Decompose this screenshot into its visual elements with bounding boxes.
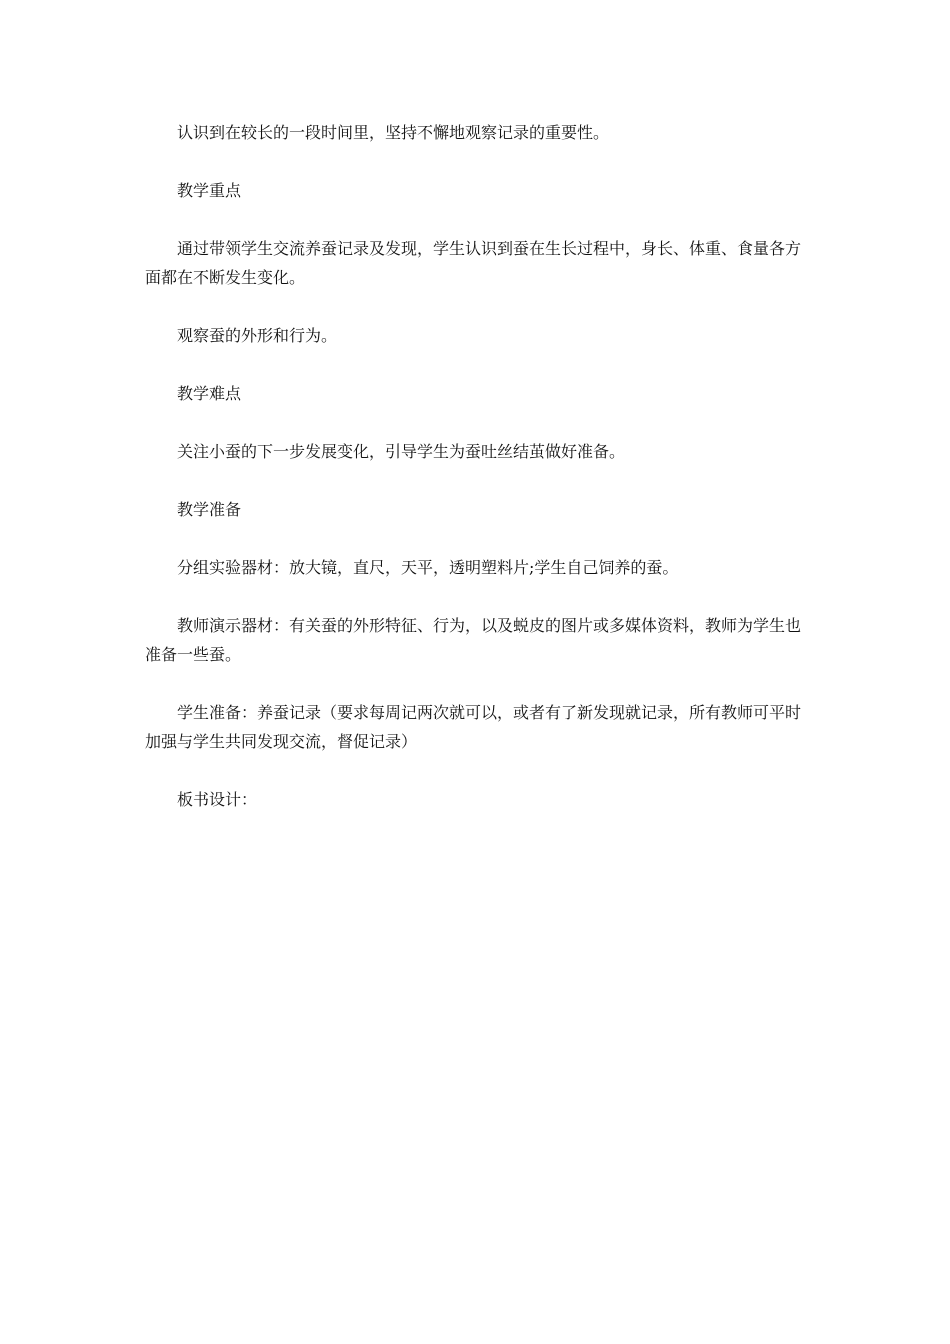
paragraph-teacher-equipment: 教师演示器材：有关蚕的外形特征、行为，以及蜕皮的图片或多媒体资料，教师为学生也准备一些蚕。 [145,616,802,664]
paragraph-importance-of-observation: 认识到在较长的一段时间里，坚持不懈地观察记录的重要性。 [177,123,610,142]
document-body [145,118,805,843]
heading-teaching-preparation: 教学准备 [177,500,242,519]
paragraph-focus-observe-appearance: 观察蚕的外形和行为。 [177,326,338,345]
paragraph-focus-growth-changes: 通过带领学生交流养蚕记录及发现，学生认识到蚕在生长过程中，身长、体重、食量各方面都在不断发生变化。 [145,239,802,287]
heading-teaching-difficulty: 教学难点 [177,384,242,403]
paragraph-difficulty-next-stage: 关注小蚕的下一步发展变化，引导学生为蚕吐丝结茧做好准备。 [177,442,626,461]
paragraph-group-equipment: 分组实验器材：放大镜，直尺，天平，透明塑料片;学生自己饲养的蚕。 [177,558,679,577]
paragraph-student-preparation: 学生准备：养蚕记录（要求每周记两次就可以，或者有了新发现就记录，所有教师可平时加强与学生共同发现交流，督促记录） [145,703,802,751]
heading-teaching-focus: 教学重点 [177,181,242,200]
heading-blackboard-design: 板书设计： [177,790,258,809]
